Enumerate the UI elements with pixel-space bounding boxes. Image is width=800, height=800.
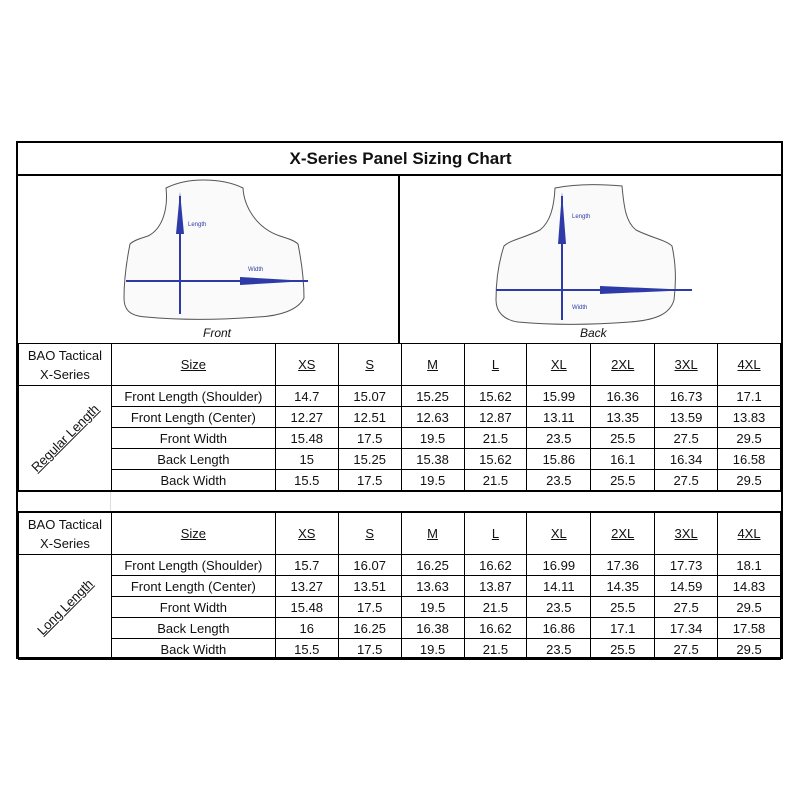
- panel-diagrams: [18, 174, 783, 343]
- value-cell: 27.5: [655, 639, 718, 660]
- value-cell: 15.48: [275, 428, 338, 449]
- row-label: Back Width: [111, 470, 275, 491]
- value-cell: 16.07: [338, 555, 401, 576]
- size-3xl: 3XL: [655, 513, 718, 555]
- value-cell: 17.5: [338, 597, 401, 618]
- value-cell: 14.7: [275, 386, 338, 407]
- table-row: [19, 597, 781, 618]
- value-cell: 25.5: [591, 428, 655, 449]
- value-cell: 13.51: [338, 576, 401, 597]
- value-cell: 14.83: [718, 576, 781, 597]
- value-cell: 16.36: [591, 386, 655, 407]
- value-cell: 19.5: [401, 639, 464, 660]
- row-label: Front Length (Center): [111, 407, 275, 428]
- value-cell: 16: [275, 618, 338, 639]
- row-label: Front Length (Shoulder): [111, 386, 275, 407]
- value-cell: 29.5: [718, 470, 781, 491]
- value-cell: 27.5: [655, 470, 718, 491]
- size-header: Size: [111, 344, 275, 386]
- value-cell: 15.48: [275, 597, 338, 618]
- value-cell: 29.5: [718, 428, 781, 449]
- value-cell: 15.25: [401, 386, 464, 407]
- back-length-label: Length: [572, 214, 591, 220]
- value-cell: 19.5: [401, 597, 464, 618]
- value-cell: 23.5: [527, 470, 591, 491]
- value-cell: 17.36: [591, 555, 655, 576]
- value-cell: 15: [275, 449, 338, 470]
- value-cell: 21.5: [464, 639, 527, 660]
- value-cell: 27.5: [655, 428, 718, 449]
- back-panel-diagram: [400, 174, 783, 343]
- series-name: X-Series: [40, 366, 90, 382]
- value-cell: 21.5: [464, 470, 527, 491]
- value-cell: 15.86: [527, 449, 591, 470]
- value-cell: 17.58: [718, 618, 781, 639]
- value-cell: 25.5: [591, 470, 655, 491]
- size-m: M: [401, 344, 464, 386]
- brand-cell: [19, 513, 112, 555]
- row-label: Back Length: [111, 618, 275, 639]
- value-cell: 17.73: [655, 555, 718, 576]
- value-cell: 13.83: [718, 407, 781, 428]
- table-header-row: [19, 344, 781, 386]
- brand-name: BAO Tactical: [27, 516, 103, 532]
- size-l: L: [464, 344, 527, 386]
- value-cell: 23.5: [527, 428, 591, 449]
- size-xs: XS: [275, 513, 338, 555]
- value-cell: 13.27: [275, 576, 338, 597]
- value-cell: 25.5: [591, 597, 655, 618]
- value-cell: 13.63: [401, 576, 464, 597]
- value-cell: 17.5: [338, 639, 401, 660]
- value-cell: 16.86: [527, 618, 591, 639]
- size-m: M: [401, 513, 464, 555]
- value-cell: 17.5: [338, 428, 401, 449]
- value-cell: 15.07: [338, 386, 401, 407]
- value-cell: 21.5: [464, 428, 527, 449]
- value-cell: 14.11: [527, 576, 591, 597]
- value-cell: 19.5: [401, 428, 464, 449]
- table-row: [19, 555, 781, 576]
- table-row: [19, 639, 781, 660]
- value-cell: 15.5: [275, 639, 338, 660]
- row-label: Front Width: [111, 597, 275, 618]
- size-xs: XS: [275, 344, 338, 386]
- row-label: Front Length (Center): [111, 576, 275, 597]
- size-header: Size: [111, 513, 275, 555]
- value-cell: 16.73: [655, 386, 718, 407]
- value-cell: 23.5: [527, 597, 591, 618]
- front-length-label: Length: [188, 222, 207, 228]
- size-2xl: 2XL: [591, 513, 655, 555]
- size-4xl: 4XL: [718, 513, 781, 555]
- table-row: [19, 407, 781, 428]
- front-panel-illustration: [18, 174, 398, 343]
- value-cell: 25.5: [591, 639, 655, 660]
- regular-length-table: [18, 343, 781, 491]
- table-header-row: [19, 513, 781, 555]
- table-row: [19, 449, 781, 470]
- front-width-label: Width: [248, 267, 264, 273]
- table-row: [19, 576, 781, 597]
- table-row: [19, 428, 781, 449]
- sizing-chart-sheet: [16, 141, 783, 659]
- value-cell: 16.1: [591, 449, 655, 470]
- value-cell: 16.99: [527, 555, 591, 576]
- value-cell: 29.5: [718, 597, 781, 618]
- value-cell: 15.62: [464, 386, 527, 407]
- value-cell: 19.5: [401, 470, 464, 491]
- value-cell: 17.34: [655, 618, 718, 639]
- size-3xl: 3XL: [655, 344, 718, 386]
- side-label: Long Length: [34, 576, 96, 638]
- value-cell: 16.34: [655, 449, 718, 470]
- value-cell: 12.51: [338, 407, 401, 428]
- size-xl: XL: [527, 344, 591, 386]
- front-panel-diagram: [18, 174, 398, 343]
- side-label-cell: [19, 386, 112, 491]
- value-cell: 13.35: [591, 407, 655, 428]
- row-label: Back Length: [111, 449, 275, 470]
- brand-cell: [19, 344, 112, 386]
- back-caption: Back: [580, 326, 607, 340]
- value-cell: 15.38: [401, 449, 464, 470]
- value-cell: 13.59: [655, 407, 718, 428]
- back-width-label: Width: [572, 305, 588, 311]
- side-label: Regular Length: [28, 401, 102, 475]
- table-row: [19, 386, 781, 407]
- value-cell: 15.62: [464, 449, 527, 470]
- value-cell: 12.63: [401, 407, 464, 428]
- value-cell: 16.25: [401, 555, 464, 576]
- value-cell: 15.99: [527, 386, 591, 407]
- value-cell: 12.87: [464, 407, 527, 428]
- brand-name: BAO Tactical: [27, 347, 103, 363]
- table-row: [19, 618, 781, 639]
- value-cell: 23.5: [527, 639, 591, 660]
- value-cell: 15.25: [338, 449, 401, 470]
- value-cell: 17.1: [718, 386, 781, 407]
- spacer-divider: [110, 492, 111, 511]
- value-cell: 16.25: [338, 618, 401, 639]
- value-cell: 17.1: [591, 618, 655, 639]
- size-l: L: [464, 513, 527, 555]
- table-spacer-row: [18, 491, 783, 512]
- value-cell: 16.38: [401, 618, 464, 639]
- value-cell: 18.1: [718, 555, 781, 576]
- series-name: X-Series: [40, 535, 90, 551]
- value-cell: 27.5: [655, 597, 718, 618]
- value-cell: 14.59: [655, 576, 718, 597]
- side-label-cell: [19, 555, 112, 660]
- row-label: Back Width: [111, 639, 275, 660]
- value-cell: 21.5: [464, 597, 527, 618]
- row-label: Front Width: [111, 428, 275, 449]
- value-cell: 16.58: [718, 449, 781, 470]
- size-s: S: [338, 344, 401, 386]
- table-row: [19, 470, 781, 491]
- value-cell: 12.27: [275, 407, 338, 428]
- long-length-table: [18, 512, 781, 660]
- back-panel-outline: [496, 185, 675, 325]
- value-cell: 17.5: [338, 470, 401, 491]
- size-4xl: 4XL: [718, 344, 781, 386]
- front-caption: Front: [203, 326, 232, 340]
- value-cell: 16.62: [464, 555, 527, 576]
- value-cell: 13.87: [464, 576, 527, 597]
- size-xl: XL: [527, 513, 591, 555]
- value-cell: 14.35: [591, 576, 655, 597]
- value-cell: 29.5: [718, 639, 781, 660]
- back-panel-illustration: [400, 174, 783, 343]
- value-cell: 13.11: [527, 407, 591, 428]
- value-cell: 15.5: [275, 470, 338, 491]
- size-2xl: 2XL: [591, 344, 655, 386]
- value-cell: 16.62: [464, 618, 527, 639]
- value-cell: 15.7: [275, 555, 338, 576]
- row-label: Front Length (Shoulder): [111, 555, 275, 576]
- front-panel-outline: [124, 180, 304, 319]
- size-s: S: [338, 513, 401, 555]
- chart-title: X-Series Panel Sizing Chart: [18, 143, 783, 176]
